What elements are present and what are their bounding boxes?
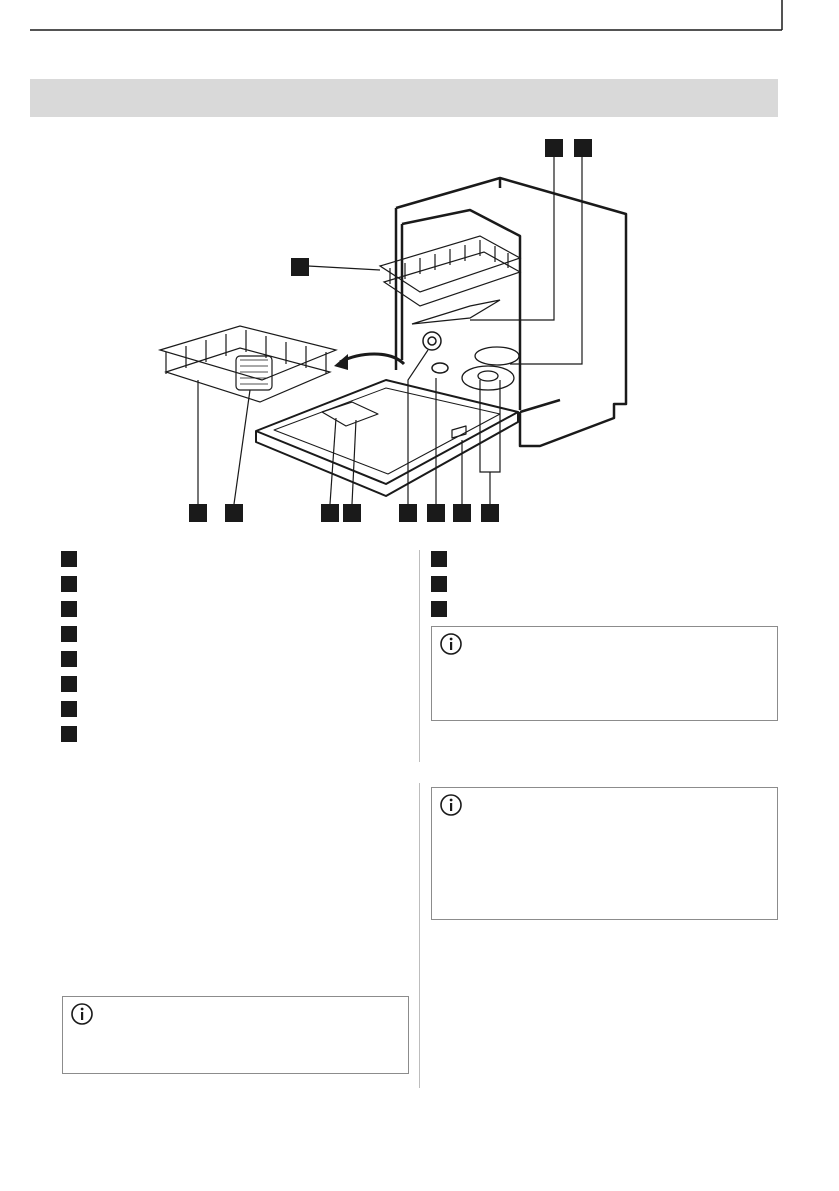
legend-badge: [61, 551, 77, 567]
spray-arm-art: [412, 300, 519, 390]
info-icon: [440, 633, 462, 655]
info-box-1: [431, 626, 778, 721]
legend-badge: [431, 551, 447, 567]
legend-badge: [431, 601, 447, 617]
info-icon: [440, 794, 462, 816]
info-box-2: [431, 787, 778, 920]
legend-badge: [61, 651, 77, 667]
door-art: [256, 380, 518, 496]
section-header-bar: [30, 79, 778, 117]
legend-badge: [61, 701, 77, 717]
legend-left: [61, 551, 81, 741]
legend-badge: [61, 576, 77, 592]
product-description-diagram: [0, 120, 839, 530]
legend-badge: [61, 601, 77, 617]
legend-badge: [431, 576, 447, 592]
info-icon: [71, 1003, 93, 1025]
column-divider-bottom: [419, 783, 420, 1088]
dishwasher-body: [396, 178, 626, 446]
top-rule: [0, 0, 839, 40]
lower-basket-art: [160, 326, 336, 402]
legend-right: [431, 551, 451, 621]
legend-badge: [61, 676, 77, 692]
arrow-art: [340, 354, 404, 364]
callout-badges: [189, 139, 592, 522]
legend-badge: [61, 626, 77, 642]
info-box-3: [62, 996, 409, 1074]
legend-badge: [61, 726, 77, 742]
column-divider-top: [419, 550, 420, 762]
